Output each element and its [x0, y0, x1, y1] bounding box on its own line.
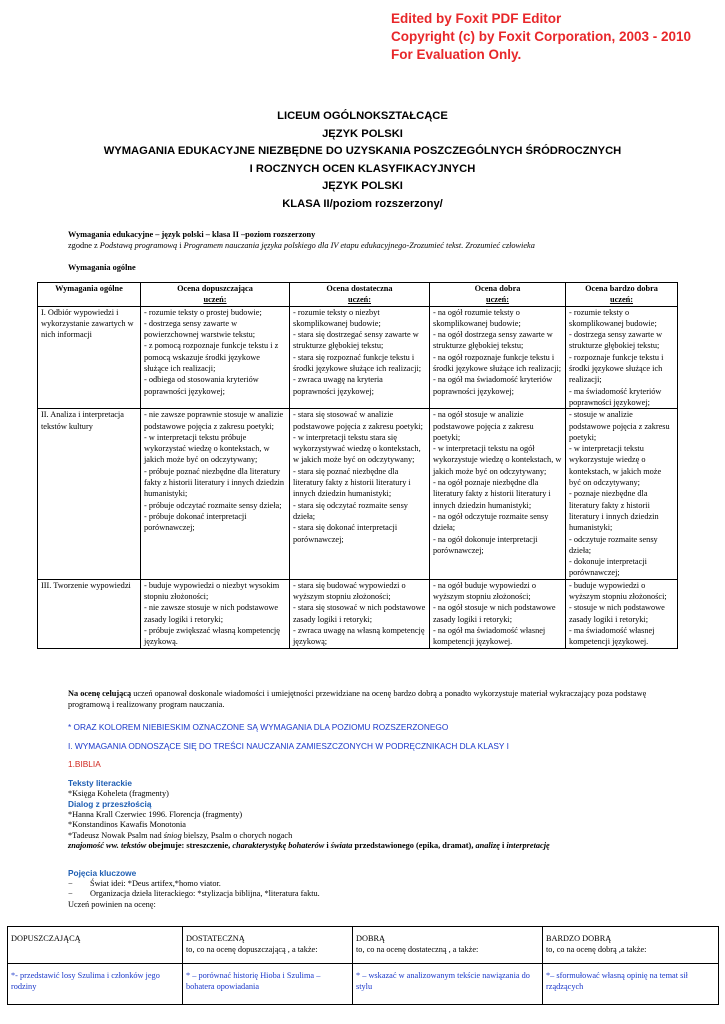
requirement-cell: I. Odbiór wypowiedzi i wykorzystanie zawartych w nich informacji	[38, 306, 141, 409]
cell-line: - dostrzega sensy zawarte w strukturze głębokiej tekstu;	[569, 330, 663, 351]
cell-line: - odbiega od stosowania kryteriów poprawności językowej;	[144, 375, 259, 396]
celujaca-text: uczeń opanował doskonale wiadomości i umiejętności przewidziane na ocenę bardzo dobrą a ponadto wykorzystuje materiał wykraczający poza podstawę programową i realizowany program nauczania.	[68, 689, 647, 709]
cell-line: - dostrzega sensy zawarte w powierzchownej warstwie tekstu;	[144, 318, 256, 340]
cell-line: - w interpretacji tekstu na ogół wykorzystuje wiedzę o kontekstach, w jakich może być on odczytywany;	[433, 444, 562, 476]
cell-line: - zwraca uwagę na kryteria poprawności językowej;	[293, 375, 383, 396]
table-cell	[290, 409, 430, 579]
watermark-line: For Evaluation Only.	[391, 47, 522, 62]
grade-header	[353, 927, 543, 964]
title-line: I ROCZNYCH OCEN KLASYFIKACYJNYCH	[249, 162, 476, 175]
grade-header-label: BARDZO DOBRĄ	[546, 934, 612, 943]
table-header-row	[8, 927, 719, 964]
table-cell	[290, 306, 430, 409]
text-part: i	[324, 841, 331, 850]
table-cell: *– sformułować własną opinię na temat sił rządzących	[543, 964, 719, 1005]
cell-line: - w interpretacji tekstu wykorzystuje wiedzę o kontekstach, w jakich może być on odczytywany;	[569, 444, 662, 488]
column-header-sub: uczeń:	[609, 295, 634, 305]
column-header	[290, 283, 430, 307]
table-cell	[566, 579, 678, 648]
cell-line: - stosuje w nich podstawowe zasady logiki i retoryki;	[569, 603, 665, 624]
cell-line: - na ogół ma świadomość własnej kompetencji językowej.	[433, 625, 546, 647]
list-item-text: Świat idei: *Deus artifex,*homo viator.	[90, 878, 221, 888]
title-line: LICEUM OGÓLNOKSZTAŁCĄCE	[277, 110, 448, 122]
celujaca-paragraph	[68, 688, 648, 710]
list-item-text: Organizacja dzieła literackiego: *stylizacja biblijna, *literatura faktu.	[90, 889, 320, 899]
intro-text	[68, 229, 535, 251]
text-part: *Tadeusz Nowak Psalm nad	[68, 830, 164, 840]
grade-header-sub: to, co na ocenę dobrą ,a także:	[546, 945, 647, 954]
cell-line: - odczytuje rozmaite sensy dzieła;	[569, 534, 658, 555]
dialog-heading: Dialog z przeszłością	[68, 799, 152, 809]
text-part: i	[499, 841, 507, 850]
title-line: KLASA II/poziom rozszerzony/	[282, 197, 443, 210]
grades-table	[7, 926, 719, 1005]
list-item	[68, 889, 320, 900]
grade-header	[8, 927, 183, 964]
key-concepts	[68, 868, 320, 910]
cell-line: - na ogół poznaje niezbędne dla literatury fakty z historii literatury i innych dziedzin humanistyki;	[433, 478, 551, 510]
uczen-line: Uczeń powinien na ocenę:	[68, 899, 156, 909]
general-heading: Wymagania ogólne	[68, 263, 136, 272]
cell-line: - na ogół stosuje w nich podstawowe zasady logiki i retoryki;	[433, 603, 556, 624]
column-header-label: Wymagania ogólne	[55, 284, 123, 293]
column-header	[141, 283, 290, 307]
intro-text-part: i	[177, 241, 184, 250]
cell-line: - poznaje niezbędne dla literatury fakty z historii literatury i innych dziedzin humanistyki;	[569, 489, 659, 533]
table-cell	[430, 306, 566, 409]
cell-line: - buduje wypowiedzi o niezbyt wysokim stopniu złożoności;	[144, 580, 280, 602]
grade-header-label: DOBRĄ	[356, 934, 386, 943]
column-header	[566, 283, 678, 307]
cell-line: - na ogół ma świadomość kryteriów poprawności językowej;	[433, 375, 553, 396]
cell-line: - stara się dostrzegać sensy zawarte w strukturze głębokiej tekstu;	[293, 330, 419, 351]
column-header-sub: uczeń:	[485, 295, 510, 305]
text-part: świata	[330, 841, 353, 850]
list-item	[68, 879, 320, 890]
extended-level-note: * ORAZ KOLOREM NIEBIESKIM OZNACZONE SĄ WYMAGANIA DLA POZIOMU ROZSZERZONEGO	[68, 722, 449, 732]
title-line: WYMAGANIA EDUKACYJNE NIEZBĘDNE DO UZYSKANIA POSZCZEGÓLNYCH ŚRÓDROCZNYCH	[103, 145, 622, 158]
column-header-label: Ocena dopuszczająca	[177, 284, 253, 293]
text-part: interpretację	[506, 841, 550, 850]
table-row	[8, 964, 719, 1005]
title-line: JĘZYK POLSKI	[322, 127, 403, 140]
cell-line: - na ogół rozumie teksty o skomplikowanej budowie;	[433, 307, 521, 328]
cell-line: - stosuje w analizie podstawowe pojęcia z zakresu poetyki;	[569, 410, 670, 442]
watermark-line: Edited by Foxit PDF Editor	[391, 11, 562, 26]
cell-line: - próbuje odczytać rozmaite sensy dzieła;	[144, 500, 282, 510]
cell-line: - dokonuje interpretacji porównawczej;	[569, 557, 647, 578]
cell-line: - w interpretacji tekstu próbuje wykorzystać wiedzę o kontekstach, w jakich może być on odczytywany;	[144, 432, 270, 465]
column-header	[430, 283, 566, 307]
key-concepts-heading: Pojęcia kluczowe	[68, 868, 137, 878]
table-cell: *- przedstawić losy Szulima i członków jego rodziny	[8, 964, 183, 1005]
cell-line: - na ogół stosuje w analizie podstawowe pojęcia z zakresu poetyki;	[433, 410, 534, 442]
cell-line: - rozumie teksty o niezbyt skomplikowanej budowie;	[293, 307, 381, 328]
cell-line: - rozpoznaje funkcje tekstu i środki językowe służące ich realizacji;	[569, 352, 664, 385]
cell-line: - stara się dokonać interpretacji porównawczej;	[293, 523, 398, 544]
column-header-sub: uczeń:	[203, 295, 227, 305]
cell-line: - stara się budować wypowiedzi o wyższym stopniu złożoności;	[293, 580, 406, 602]
text-item	[68, 831, 550, 842]
text-part: znajomość ww. tekstów	[68, 841, 147, 850]
title-line: JĘZYK POLSKI	[322, 180, 403, 193]
text-item: *Księga Koheleta (fragmenty)	[68, 788, 169, 798]
cell-line: - na ogół odczytuje rozmaite sensy dzieła;	[433, 511, 549, 533]
cell-line: - ma świadomość własnej kompetencji językowej.	[569, 625, 655, 647]
bullet-marker: −	[68, 878, 73, 888]
table-row	[38, 409, 678, 579]
document-titles	[0, 108, 725, 214]
cell-line: - próbuje zwiększać własną kompetencję językową.	[144, 625, 280, 647]
cell-line: - z pomocą rozpoznaje funkcje tekstu i z pomocą wskazuje środki językowe służące ich realizacji;	[144, 341, 279, 374]
section-heading: I. WYMAGANIA ODNOSZĄCE SIĘ DO TREŚCI NAUCZANIA ZAMIESZCZONYCH W PODRĘCZNIKACH DLA KLASY I	[68, 741, 509, 751]
table-cell	[141, 306, 290, 409]
cell-line: - rozumie teksty o prostej budowie;	[144, 307, 262, 317]
intro-text-part: Programem nauczania języka polskiego dla IV etapu edukacyjnego-Zrozumieć tekst. Zrozumieć człowieka	[183, 241, 535, 250]
cell-line: - nie zawsze poprawnie stosuje w analizie podstawowe pojęcia z zakresu poetyki;	[144, 410, 284, 431]
table-row	[38, 579, 678, 648]
text-item: *Hanna Krall Czerwiec 1996. Florencja (fragmenty)	[68, 809, 243, 819]
requirements-table	[37, 282, 678, 649]
cell-line: - na ogół buduje wypowiedzi o wyższym stopniu złożoności;	[433, 580, 536, 602]
intro-subline	[68, 240, 535, 251]
watermark-line: Copyright (c) by Foxit Corporation, 2003 - 2010	[391, 29, 692, 44]
cell-line: - ma świadomość kryteriów poprawności językowej;	[569, 386, 662, 407]
knowledge-line	[68, 841, 550, 852]
requirement-cell: II. Analiza i interpretacja tekstów kultury	[38, 409, 141, 579]
cell-line: - próbuje dokonać interpretacji porównawczej;	[144, 511, 247, 533]
text-part: śniog	[163, 830, 182, 840]
table-cell	[430, 579, 566, 648]
cell-line: - stara się odczytać rozmaite sensy dzieła;	[293, 500, 408, 521]
celujaca-bold: Na ocenę celującą	[68, 689, 132, 698]
intro-heading: Wymagania edukacyjne – język polski – klasa II –poziom rozszerzony	[68, 230, 316, 239]
column-header-label: Ocena dobra	[474, 284, 521, 293]
table-cell	[290, 579, 430, 648]
text-part: obejmuje: streszczenie,	[146, 841, 233, 850]
cell-line: - stara się stosować w analizie podstawowe pojęcia z zakresu poetyki;	[293, 410, 423, 431]
table-cell	[430, 409, 566, 579]
grade-header-sub: to, co na ocenę dopuszczającą , a także:	[186, 945, 318, 954]
cell-line: - stara się poznać niezbędne dla literatury fakty z historii literatury i innych dziedzin humanistyki;	[293, 466, 411, 499]
cell-line: - stara się stosować w nich podstawowe zasady logiki i retoryki;	[293, 603, 426, 624]
table-cell	[566, 306, 678, 409]
texts-heading: Teksty literackie	[68, 778, 132, 788]
table-header-row	[38, 283, 678, 307]
column-header-sub: uczeń:	[347, 295, 372, 305]
cell-line: - w interpretacji tekstu stara się wykorzystywać wiedzę o kontekstach, w jakich może być on odczytywany;	[293, 432, 421, 465]
grade-header-label: DOSTATECZNĄ	[186, 934, 245, 943]
requirement-cell: III. Tworzenie wypowiedzi	[38, 579, 141, 648]
cell-line: - buduje wypowiedzi o wyższym stopniu złożoności;	[569, 580, 667, 602]
text-part: przedstawionego (epika, dramat),	[352, 841, 476, 850]
cell-line: - nie zawsze stosuje w nich podstawowe zasady logiki i retoryki;	[144, 603, 279, 624]
biblia-heading: 1.BIBLIA	[68, 759, 101, 769]
table-cell: * – porównać historię Hioba i Szulima – bohatera opowiadania	[183, 964, 353, 1005]
column-header-label: Ocena dostateczna	[326, 284, 393, 293]
grade-header	[183, 927, 353, 964]
column-header	[38, 283, 141, 307]
grade-header	[543, 927, 719, 964]
cell-line: - próbuje poznać niezbędne dla literatury fakty z historii literatury i innych dziedzin humanistyki;	[144, 466, 285, 499]
grade-header-label: DOPUSZCZAJĄCĄ	[11, 934, 81, 943]
cell-line: - stara się rozpoznać funkcje tekstu i środki językowe służące ich realizacji;	[293, 352, 422, 374]
intro-text-part: Podstawą programową	[99, 241, 178, 250]
grade-header-sub: to, co na ocenę dostateczną , a także:	[356, 945, 479, 954]
table-cell	[141, 579, 290, 648]
cell-line: - na ogół dokonuje interpretacji porównawczej;	[433, 534, 538, 555]
text-part: charakterystykę bohaterów	[232, 841, 325, 850]
table-cell: * – wskazać w analizowanym tekście nawiązania do stylu	[353, 964, 543, 1005]
intro-text-part: zgodne z	[68, 241, 100, 250]
cell-line: - na ogół dostrzega sensy zawarte w strukturze głębokiej tekstu;	[433, 330, 553, 351]
text-part: analizę	[475, 841, 500, 850]
text-item: *Konstandinos Kawafis Monotonia	[68, 820, 186, 829]
cell-line: - na ogół rozpoznaje funkcje tekstu i środki językowe służące ich realizacji;	[433, 352, 562, 374]
literary-texts	[68, 778, 550, 852]
text-part: bielszy, Psalm o chorych nogach	[181, 830, 293, 840]
table-cell	[141, 409, 290, 579]
column-header-label: Ocena bardzo dobra	[585, 284, 658, 293]
cell-line: - rozumie teksty o skomplikowanej budowie;	[569, 307, 657, 328]
table-cell	[566, 409, 678, 579]
table-row	[38, 306, 678, 409]
cell-line: - zwraca uwagę na własną kompetencję językową;	[293, 625, 425, 647]
bullet-marker: −	[68, 889, 73, 899]
requirements-table-body	[38, 306, 678, 648]
foxit-watermark	[391, 10, 691, 64]
